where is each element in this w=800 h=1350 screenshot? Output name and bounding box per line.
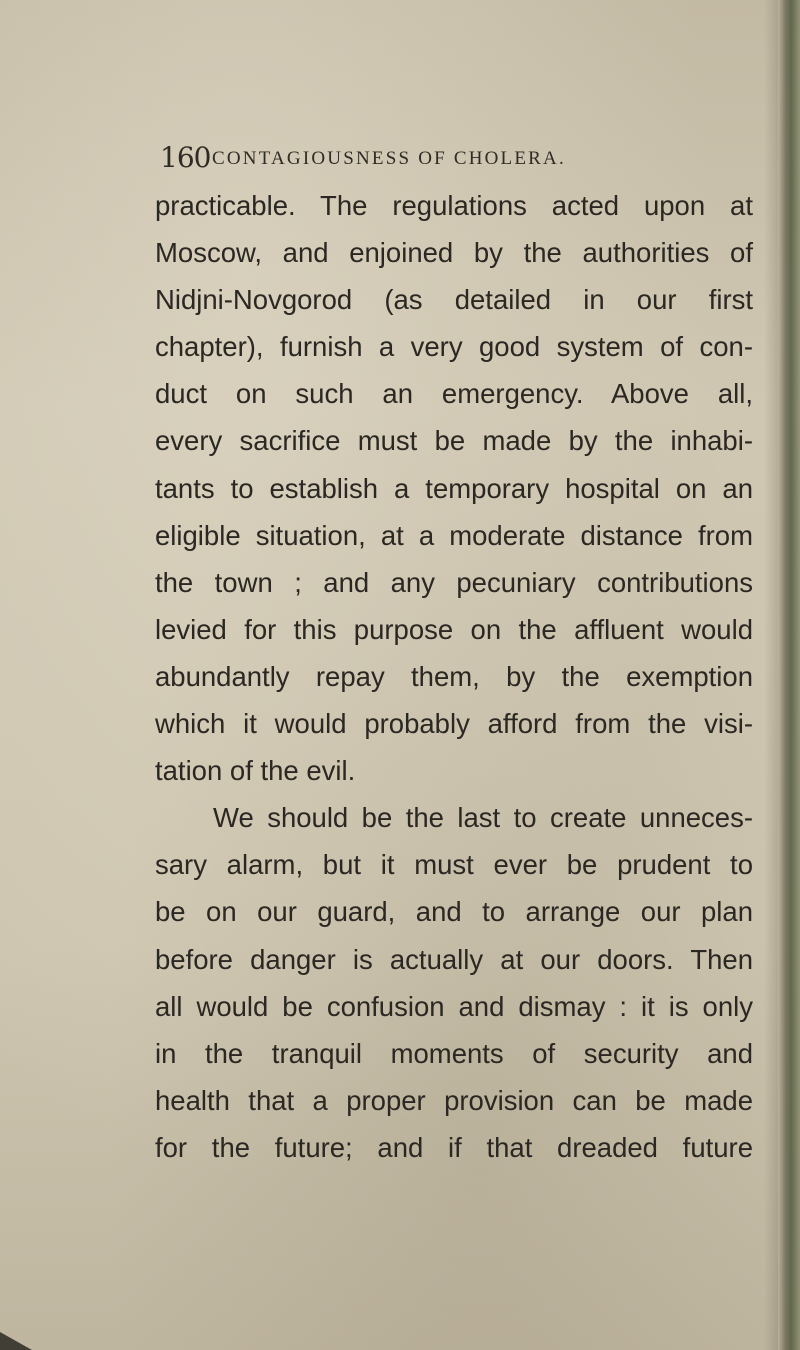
text-line: duct on such an emergency. Above all, bbox=[155, 378, 753, 410]
running-title: CONTAGIOUSNESS OF CHOLERA. bbox=[212, 148, 566, 169]
page-number: 160 bbox=[160, 141, 211, 174]
text-line: sary alarm, but it must ever be prudent to bbox=[155, 849, 753, 881]
text-line: Nidjni-Novgorod (as detailed in our first bbox=[155, 284, 753, 316]
body-text bbox=[155, 182, 753, 1171]
corner-mark bbox=[0, 1332, 32, 1350]
text-line: before danger is actually at our doors. Then bbox=[155, 943, 753, 975]
paragraph bbox=[155, 794, 753, 1171]
text-line: eligible situation, at a moderate distance from bbox=[155, 519, 753, 551]
text-line: which it would probably afford from the visi- bbox=[155, 708, 753, 740]
text-line: chapter), furnish a very good system of con- bbox=[155, 331, 753, 363]
text-line: every sacrifice must be made by the inhabi- bbox=[155, 425, 753, 457]
text-line: all would be confusion and dismay : it is only bbox=[155, 990, 753, 1022]
page-edge-shadow bbox=[764, 0, 778, 1350]
text-line: practicable. The regulations acted upon at bbox=[155, 190, 753, 221]
page-edge bbox=[778, 0, 800, 1350]
text-line: levied for this purpose on the affluent would bbox=[155, 613, 753, 645]
text-line: the town ; and any pecuniary contributions bbox=[155, 566, 753, 598]
text-line: We should be the last to create unneces- bbox=[213, 802, 753, 834]
text-line: be on our guard, and to arrange our plan bbox=[155, 896, 753, 928]
text-line: tation of the evil. bbox=[155, 755, 356, 787]
text-line: abundantly repay them, by the exemption bbox=[155, 660, 753, 692]
text-line: Moscow, and enjoined by the authorities of bbox=[155, 237, 753, 269]
text-line: for the future; and if that dreaded future bbox=[155, 1131, 753, 1163]
text-line: tants to establish a temporary hospital on an bbox=[155, 472, 753, 504]
text-line: health that a proper provision can be made bbox=[155, 1084, 753, 1116]
paragraph bbox=[155, 182, 753, 794]
text-line: in the tranquil moments of security and bbox=[155, 1037, 753, 1069]
